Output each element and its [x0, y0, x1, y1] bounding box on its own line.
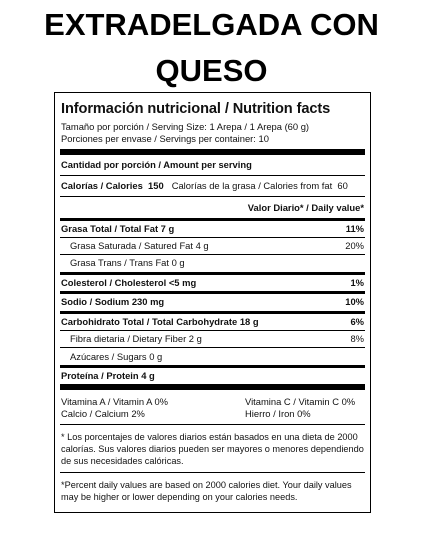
label-heading: Información nutricional / Nutrition facts: [61, 101, 331, 117]
vitamin-a: Vitamina A / Vitamin A 0%: [61, 396, 169, 408]
nutrient-row-carbohydrate: Carbohidrato Total / Total Carbohydrate 18 g 6%: [61, 315, 364, 327]
serving-size: Tamaño por porción / Serving Size: 1 Arepa / 1 Arepa (60 g): [61, 121, 310, 132]
calories-label: Calorías / Calories 150: [61, 180, 164, 192]
amount-per-serving: Cantidad por porción / Amount per serving: [61, 159, 252, 170]
footnote-en: *Percent daily values are based on 2000 calories diet. Your daily values may be higher or lower depending on your calories needs.: [61, 479, 352, 502]
vitamin-c: Vitamina C / Vitamin C 0%: [245, 396, 356, 408]
nutrition-label: [54, 92, 371, 513]
calories-row: [61, 176, 364, 196]
servings-per-container: Porciones per envase / Servings per container: 10: [61, 133, 269, 144]
calories-from-fat: Calorías de la grasa / Calories from fat 60: [171, 180, 348, 192]
product-title-line-2: QUESO: [155, 53, 268, 88]
nutrient-row-sodium: Sodio / Sodium 230 mg 10%: [61, 296, 364, 308]
nutrient-row-cholesterol: Colesterol / Cholesterol <5 mg 1%: [61, 276, 364, 288]
product-title: [0, 2, 423, 94]
nutrient-row-sugars: Azúcares / Sugars 0 g: [70, 350, 163, 362]
calcium: Calcio / Calcium 2%: [61, 408, 145, 420]
daily-value-header: Valor Diario* / Daily value*: [247, 201, 364, 213]
nutrient-row-protein: Proteína / Protein 4 g: [61, 370, 155, 382]
nutrient-row-total-fat: Grasa Total / Total Fat 7 g 11%: [61, 222, 364, 234]
nutrient-row-fiber: Fibra dietaria / Dietary Fiber 2 g 8%: [70, 333, 364, 345]
nutrient-row-saturated-fat: Grasa Saturada / Satured Fat 4 g 20%: [70, 240, 364, 252]
iron: Hierro / Iron 0%: [245, 408, 311, 420]
nutrient-row-trans-fat: Grasa Trans / Trans Fat 0 g: [70, 257, 185, 269]
footnote-es: * Los porcentajes de valores diarios están basados en una dieta de 2000 calorías. Sus valores diarios pueden ser mayores o menores dependiendo de sus necesidades calóricas.: [61, 432, 364, 467]
product-title-line-1: EXTRADELGADA CON: [44, 7, 379, 42]
vitamins-minerals: [61, 390, 364, 424]
